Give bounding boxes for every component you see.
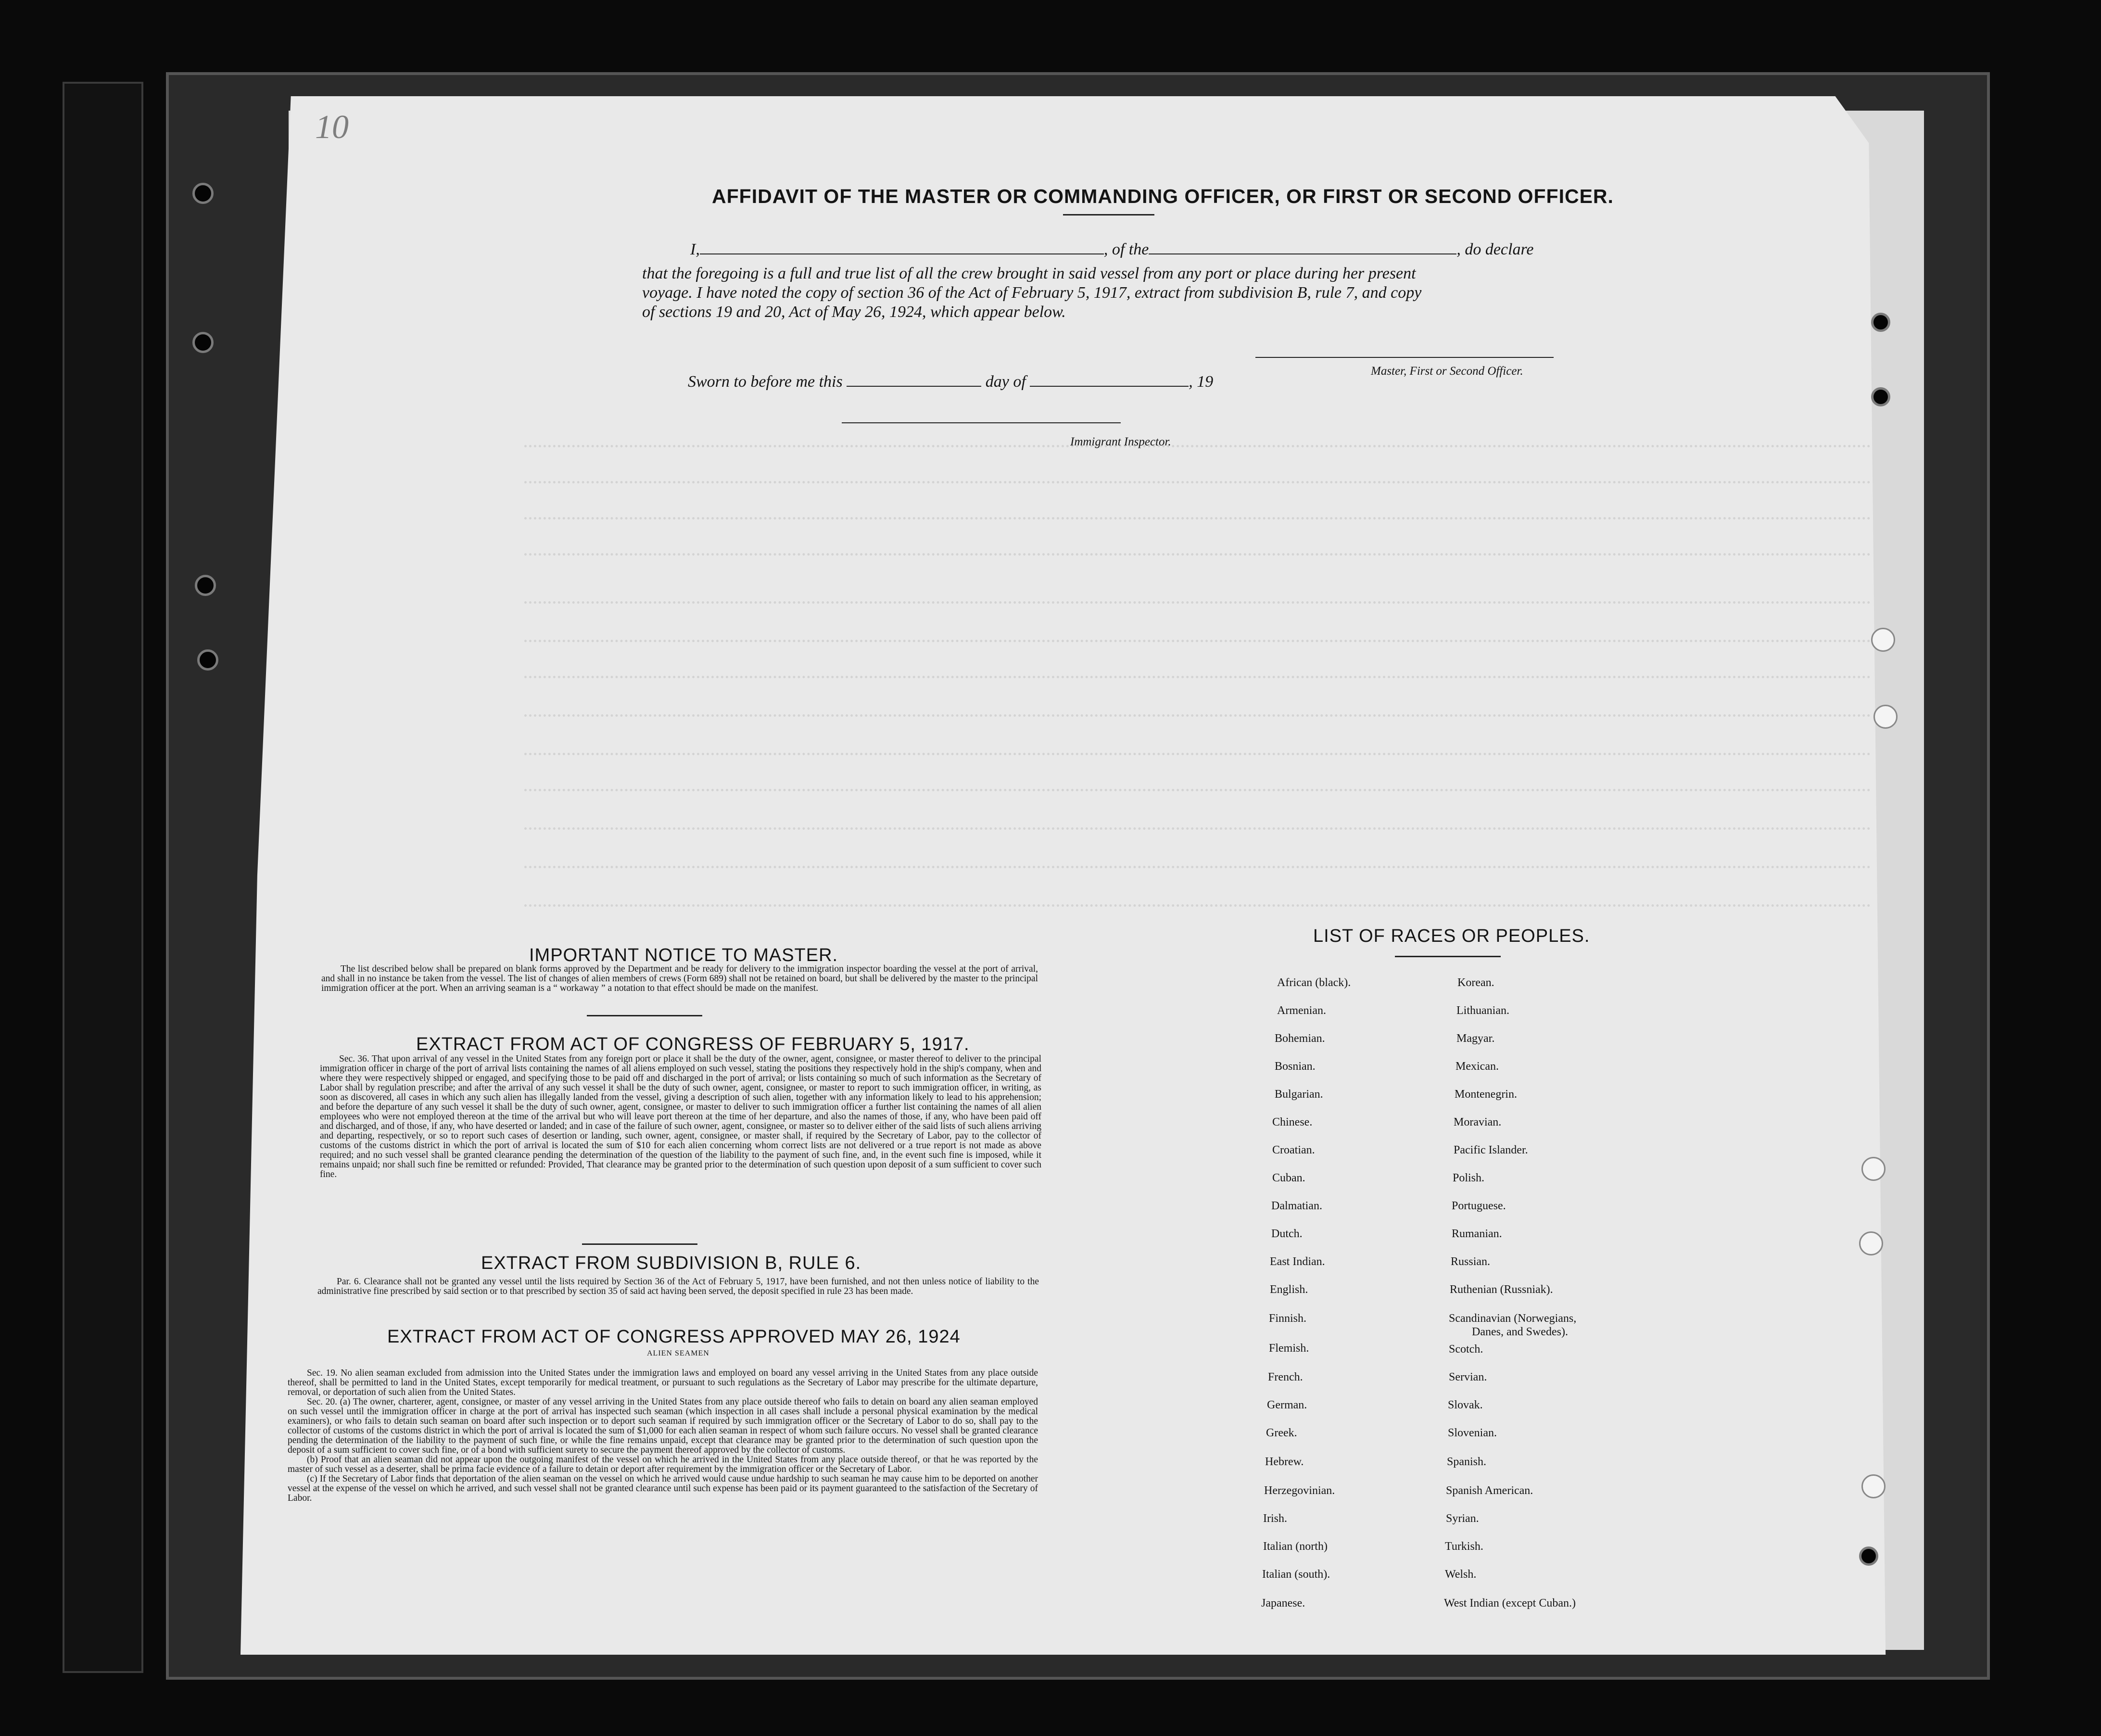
affidavit-declaration-line [690, 241, 1534, 259]
race-item: Welsh. [1445, 1568, 1477, 1581]
inspector-signature-line[interactable] [842, 422, 1121, 423]
affidavit-line-3: voyage. I have noted the copy of section 36 of the Act of February 5, 1917, extract from subdivision B, rule 7, and copy [642, 284, 1422, 302]
sworn-line [688, 373, 1213, 391]
race-item: Cuban. [1272, 1172, 1305, 1184]
race-item: Mexican. [1456, 1060, 1499, 1073]
rule-6-body [317, 1277, 1039, 1296]
race-item: Italian (north) [1263, 1540, 1328, 1553]
race-item: Bosnian. [1275, 1060, 1316, 1073]
margin-page-mark: 10 [315, 109, 349, 146]
race-item: Greek. [1266, 1427, 1297, 1439]
binder-hole [192, 332, 214, 353]
race-item: Ruthenian (Russniak). [1450, 1283, 1553, 1296]
race-item: Scotch. [1449, 1343, 1483, 1356]
sworn-day-field[interactable] [847, 386, 981, 387]
affidavit-declare: , do declare [1456, 241, 1534, 258]
race-item: Syrian. [1446, 1512, 1479, 1525]
section-20b-paragraph: (b) Proof that an alien seaman did not appear upon the outgoing manifest of the vessel on which he arrived in the United States from any place outside thereof, or that he was reported by the master of such vessel as a deserter, shall be prima facie evidence of a failure to detain or deport after requirement by the immigration officer or the Secretary of Labor. [288, 1455, 1038, 1474]
sworn-year-prefix: , 19 [1189, 373, 1214, 391]
race-item: Irish. [1263, 1512, 1287, 1525]
master-signature-line[interactable] [1255, 357, 1554, 358]
notice-rule [587, 1015, 702, 1016]
race-item: English. [1270, 1283, 1308, 1296]
binder-hole [192, 183, 214, 204]
races-title: LIST OF RACES OR PEOPLES. [1313, 926, 1590, 946]
race-item: Bulgarian. [1275, 1088, 1323, 1101]
race-item: Dalmatian. [1271, 1200, 1322, 1212]
extract-1917-title: EXTRACT FROM ACT OF CONGRESS OF FEBRUARY 5, 1917. [416, 1034, 970, 1054]
affidavit-i: I, [690, 241, 700, 258]
race-item: Armenian. [1277, 1004, 1326, 1017]
affidavit-line-4: of sections 19 and 20, Act of May 26, 1924, which appear below. [642, 303, 1066, 321]
race-item: Russian. [1451, 1255, 1491, 1268]
race-item: Servian. [1449, 1371, 1487, 1383]
race-item: Portuguese. [1452, 1200, 1506, 1212]
race-item: Chinese. [1272, 1116, 1313, 1128]
race-item: Herzegovinian. [1264, 1484, 1335, 1497]
punch-ring [1871, 628, 1895, 652]
alien-seamen-subtitle: ALIEN SEAMEN [647, 1349, 709, 1357]
race-item: Flemish. [1269, 1342, 1309, 1355]
race-item: East Indian. [1270, 1255, 1325, 1268]
affidavit-title-rule [1063, 214, 1154, 215]
race-item: Turkish. [1445, 1540, 1483, 1553]
rule-6-title: EXTRACT FROM SUBDIVISION B, RULE 6. [481, 1253, 861, 1273]
race-item: Italian (south). [1262, 1568, 1330, 1581]
race-item: Rumanian. [1452, 1228, 1502, 1240]
notice-paragraph: The list described below shall be prepared on blank forms approved by the Department and be ready for delivery to the immigration inspector boarding the vessel at the port of arrival, and shall in no instance be taken from the vessel. The list of changes of alien members of crews (Form 689) shall not be retained on board, but shall be delivered by the master to the principal immigration officer at the port. When an arriving seaman is a “ workaway ” a notation to that effect should be made on the manifest. [321, 964, 1038, 993]
race-item: Slovenian. [1448, 1427, 1497, 1439]
sworn-day-of: day of [985, 373, 1026, 391]
race-item: Japanese. [1261, 1597, 1305, 1609]
section-20a-paragraph: Sec. 20. (a) The owner, charterer, agent, consignee, or master of any vessel arriving in the United States from any place outside thereof who fails to detain on board any alien seaman employed on such vessel until the immigration officer in charge at the port of arrival has inspected such seaman (which inspection in all cases shall include a personal physical examination by the medical examiners), or who fails to detain such seaman on board after such inspection or to deport such seaman if required by such immigration officer or the Secretary of Labor to do so, shall pay to the collector of customs of the customs district in which the port of arrival is located the sum of $1,000 for each alien seaman in respect of whom such failure occurs. No vessel shall be granted clearance pending the determination of the liability to the payment of such fine, or while the fine remains unpaid, except that clearance may be granted prior to the determination of such question upon the deposit of a sum sufficient to cover such fine, or of a bond with sufficient surety to secure the payment thereof approved by the collector of customs. [288, 1397, 1038, 1455]
race-item: West Indian (except Cuban.) [1444, 1597, 1576, 1609]
extract-1917-body [320, 1054, 1041, 1179]
race-item: Scandinavian (Norwegians, [1449, 1312, 1577, 1325]
act-1924-title: EXTRACT FROM ACT OF CONGRESS APPROVED MAY 26, 1924 [387, 1327, 961, 1347]
extract-1917-rule [582, 1243, 697, 1245]
binder-hole [1871, 313, 1890, 332]
vessel-name-field[interactable] [1149, 253, 1456, 254]
race-item: Spanish. [1447, 1456, 1487, 1468]
binder-hole [195, 575, 216, 596]
punch-ring [1861, 1157, 1886, 1181]
binder-hole [1871, 387, 1890, 406]
affidavit-of-the: , of the [1103, 241, 1149, 258]
race-item: Slovak. [1448, 1399, 1483, 1411]
race-item: Lithuanian. [1456, 1004, 1509, 1017]
binder-hole [1859, 1546, 1878, 1566]
sworn-month-field[interactable] [1030, 386, 1189, 387]
punch-ring [1859, 1231, 1883, 1255]
act-1924-body [288, 1369, 1038, 1503]
race-item: Moravian. [1454, 1116, 1502, 1128]
punch-ring [1861, 1474, 1886, 1498]
race-item: Spanish American. [1446, 1484, 1533, 1497]
race-item: Danes, and Swedes). [1472, 1326, 1568, 1338]
binder-hole [197, 649, 218, 671]
rule-6-paragraph: Par. 6. Clearance shall not be granted any vessel until the lists required by Section 36 of the Act of February 5, 1917, have been furnished, and not then unless notice of liability to the administrative fine prescribed by said section or to that prescribed by section 35 of said act having been served, the deposit specified in rule 23 has been made. [317, 1277, 1039, 1296]
race-item: Hebrew. [1265, 1456, 1304, 1468]
race-item: Pacific Islander. [1454, 1144, 1528, 1156]
race-item: Polish. [1453, 1172, 1485, 1184]
section-20c-paragraph: (c) If the Secretary of Labor finds that deportation of the alien seaman on the vessel on which he arrived would cause undue hardship to such seaman he may cause him to be deported on another vessel at the expense of the vessel on which he arrived, and such vessel shall not be granted clearance until such expense has been paid or its payment guaranteed to the satisfaction of the Secretary of Labor. [288, 1474, 1038, 1503]
race-item: French. [1268, 1371, 1303, 1383]
affidavit-title: AFFIDAVIT OF THE MASTER OR COMMANDING OFFICER, OR FIRST OR SECOND OFFICER. [712, 185, 1614, 207]
punch-ring [1873, 705, 1898, 729]
master-signature-label: Master, First or Second Officer. [1371, 365, 1523, 378]
section-19-paragraph: Sec. 19. No alien seaman excluded from admission into the United States under the immigration laws and employed on board any vessel arriving in the United States from any place outside thereof, shall be permitted to land in the United States, except temporarily for medical treatment, or pursuant to such regulations as the Secretary of Labor may prescribe for the ultimate departure, removal, or deportation of such alien from the United States. [288, 1368, 1038, 1397]
race-item: German. [1267, 1399, 1307, 1411]
master-name-field[interactable] [700, 253, 1104, 254]
race-item: African (black). [1277, 976, 1351, 989]
race-item: Finnish. [1269, 1312, 1307, 1325]
race-item: Korean. [1457, 976, 1494, 989]
race-item: Croatian. [1272, 1144, 1315, 1156]
film-edge-strip [63, 82, 143, 1673]
affidavit-line-2: that the foregoing is a full and true list of all the crew brought in said vessel from any port or place during her present [642, 265, 1416, 282]
section-36-paragraph: Sec. 36. That upon arrival of any vessel in the United States from any foreign port or place it shall be the duty of the owner, agent, consignee, or master thereof to deliver to the principal immigration officer in charge of the port of arrival lists containing the names of all aliens employed on such vessel, stating the positions they respectively hold in the ship's company, when and where they were respectively shipped or engaged, and specifying those to be paid off and discharged in the port of arrival; or lists containing so much of such information as the Secretary of Labor shall by regulation prescribe; and after the arrival of any such vessel it shall be the duty of such owner, agent, consignee, or master to report to such immigration officer, in writing, as soon as discovered, all cases in which any such alien has illegally landed from the vessel, giving a description of such alien, together with any information likely to lead to his apprehension; and before the departure of any such vessel it shall be the duty of such owner, agent, consignee, or master to deliver to such immigration officer a further list containing the names of all alien employees who were not employed thereon at the time of the arrival but who will leave port thereon at the time of her departure, and also the names of those, if any, who have been paid off and discharged, and of those, if any, who have deserted or landed; and in case of the failure of such owner, agent, consignee, or master so to deliver either of the said lists of such aliens arriving and departing, respectively, or so to report such cases of desertion or landing, such owner, agent, consignee, or master shall, if required by the Secretary of Labor, pay to the collector of customs of the customs district in which the port of arrival is located the sum of $10 for each alien concerning whom correct lists are not delivered or a true report is not made as above required; and no such vessel shall be granted clearance pending the determination of the question of the liability to the payment of such fine, and, in the event such fine is imposed, while it remains unpaid; nor shall such fine be remitted or refunded: Provided, That clearance may be granted prior to the determination of such question upon deposit of a sum sufficient to cover such fine. [320, 1054, 1041, 1179]
races-title-rule [1395, 956, 1501, 957]
race-item: Bohemian. [1275, 1032, 1325, 1045]
race-item: Dutch. [1271, 1228, 1303, 1240]
sworn-text: Sworn to before me this [688, 373, 843, 391]
inspector-signature-label: Immigrant Inspector. [1070, 435, 1171, 448]
race-item: Magyar. [1456, 1032, 1495, 1045]
race-item: Montenegrin. [1455, 1088, 1517, 1101]
notice-body [321, 964, 1038, 993]
notice-title: IMPORTANT NOTICE TO MASTER. [529, 945, 838, 965]
